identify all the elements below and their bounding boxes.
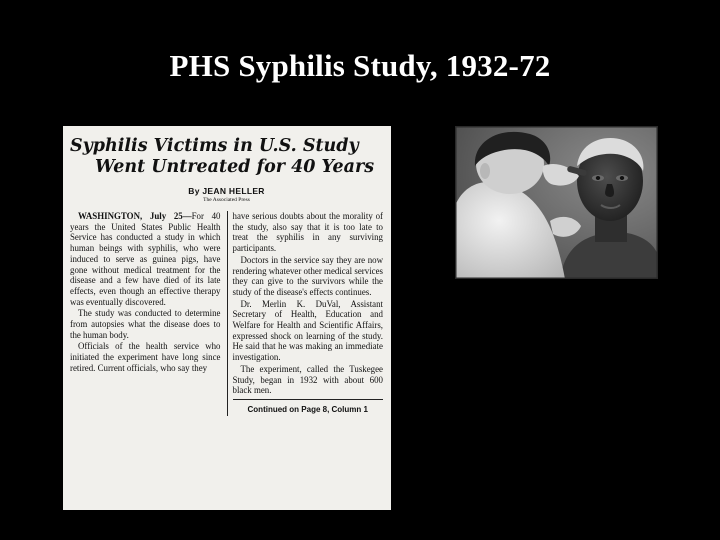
byline-block [70,186,383,203]
slide-title: PHS Syphilis Study, 1932-72 [169,48,551,83]
article-column-right [227,211,384,416]
newspaper-clipping [63,126,391,510]
article-paragraph: Doctors in the service say they are now rendering whatever other medical services they can give to the survivors while the study of the disease's effects continues. [232,254,383,297]
article-paragraph-continuation: have serious doubts about the morality of the study, also say that it is too late to treat the syphilis in any surviving participants. [232,211,383,254]
wire-service: The Associated Press [203,197,250,203]
doctor-examining-patient-photo [455,126,658,279]
article-paragraph: Officials of the health service who initiated the experiment have long since retired. Current officials, who say they [70,341,221,373]
article-paragraph: The experiment, called the Tuskegee Study, began in 1932 with about 600 black men. [232,363,383,396]
divider [233,399,384,400]
article-columns [70,211,383,416]
dateline: WASHINGTON, July 25— [78,211,192,221]
clipping-headline [70,136,383,178]
article-paragraph: The study was conducted to determine from autopsies what the disease does to the human body. [70,308,221,340]
article-paragraph: Dr. Merlin K. DuVal, Assistant Secretary of Health, Education and Welfare for Health and Scientific Affairs, expressed shock on learning of the study. He said that he was making an immediate investigation. [232,298,383,363]
article-column-left [70,211,221,416]
article-paragraph [70,211,221,307]
headline-line-2: Went Untreated for 40 Years [95,157,375,177]
headline-line-1: Syphilis Victims in U.S. Study [70,136,359,156]
continued-note: Continued on Page 8, Column 1 [247,404,368,414]
byline: By JEAN HELLER [188,186,265,196]
article-paragraph-text: For 40 years the United States Public Health Service has conducted a study in which human beings with syphilis, who were induced to serve as guinea pigs, have gone without medical treatment for the disease and a few have died of its late effects, even though an effective therapy was eventually discovered. [70,211,221,307]
